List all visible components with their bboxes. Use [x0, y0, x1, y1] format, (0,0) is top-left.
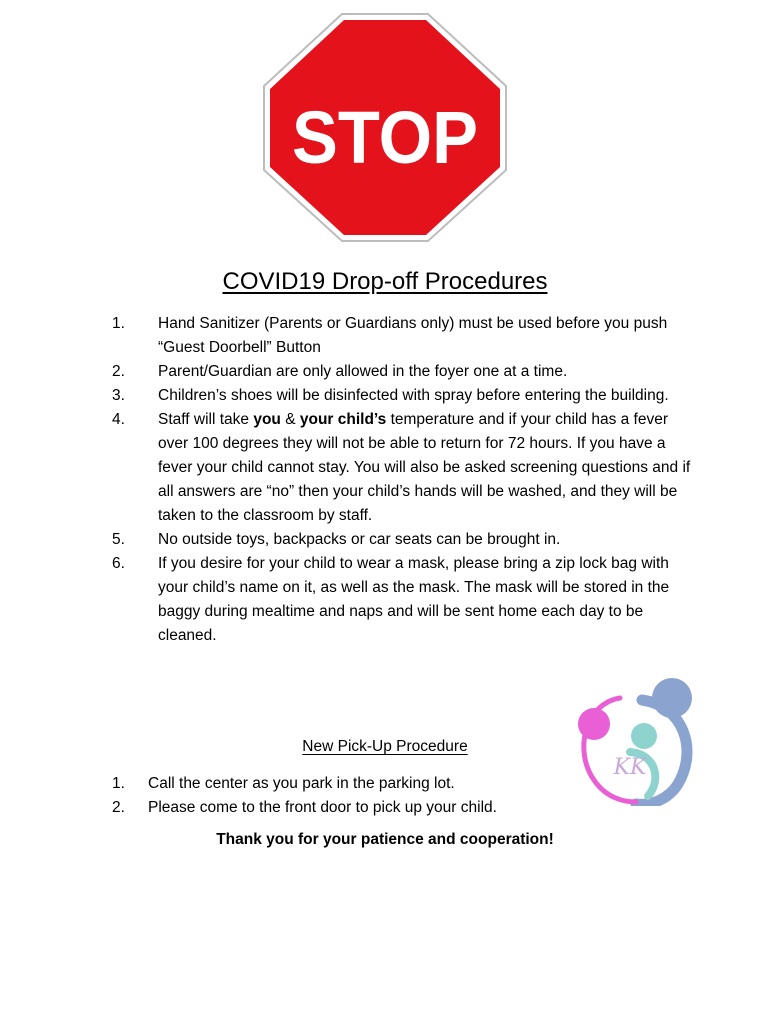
- item-number: 1.: [112, 775, 125, 792]
- emphasis-your-child: your child’s: [299, 411, 387, 428]
- stop-sign-text: STOP: [292, 96, 478, 179]
- item-text: &: [280, 411, 300, 428]
- item-text: Parent/Guardian are only allowed in the foyer one at a time.: [158, 363, 568, 380]
- page-title: COVID19 Drop-off Procedures: [222, 268, 548, 295]
- list-item: [112, 408, 692, 528]
- logo-text: KK: [613, 755, 647, 780]
- pickup-heading: New Pick-Up Procedure: [302, 738, 468, 755]
- list-item: [112, 312, 692, 360]
- item-number: 4.: [112, 411, 125, 428]
- list-item: [112, 528, 692, 552]
- item-number: 6.: [112, 555, 125, 572]
- pickup-list: [112, 772, 652, 820]
- stop-sign-icon: [262, 12, 508, 243]
- item-number: 1.: [112, 315, 125, 332]
- list-item: [112, 360, 692, 384]
- item-number: 2.: [112, 799, 125, 816]
- item-text: Call the center as you park in the parking lot.: [148, 775, 455, 792]
- item-text: If you desire for your child to wear a mask, please bring a zip lock bag with your child’s name on it, as well as the mask. The mask will be stored in the baggy during mealtime and naps and will be sent home each day to be cleaned.: [158, 555, 670, 644]
- thank-you-note: Thank you for your patience and cooperation!: [216, 831, 554, 848]
- item-text: temperature and if your child has a fever over 100 degrees they will not be able to return for 72 hours. If you have a fever your child cannot stay. You will also be asked screening questions and if all answers are “no” then your child’s hands will be washed, and they will be taken to the classroom by staff.: [158, 411, 691, 524]
- item-number: 5.: [112, 531, 125, 548]
- item-text: Hand Sanitizer (Parents or Guardians only) must be used before you push “Guest Doorbell” Button: [158, 315, 668, 356]
- list-item: [112, 772, 652, 796]
- item-text: Staff will take: [158, 411, 254, 428]
- item-text: Please come to the front door to pick up your child.: [148, 799, 497, 816]
- item-number: 2.: [112, 363, 125, 380]
- item-text: No outside toys, backpacks or car seats can be brought in.: [158, 531, 561, 548]
- item-number: 3.: [112, 387, 125, 404]
- list-item: [112, 796, 652, 820]
- emphasis-you: you: [253, 411, 281, 428]
- list-item: [112, 384, 692, 408]
- item-text: Children’s shoes will be disinfected with spray before entering the building.: [158, 387, 669, 404]
- dropoff-list: [112, 312, 692, 648]
- list-item: [112, 552, 692, 648]
